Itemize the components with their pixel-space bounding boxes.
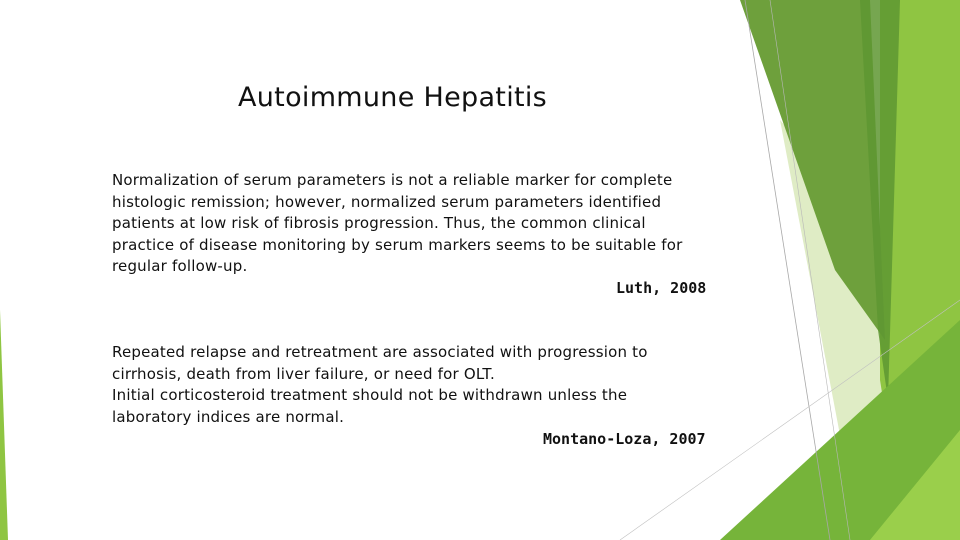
- paragraph-montano: [112, 342, 752, 428]
- text-line: regular follow-up.: [112, 257, 248, 276]
- citation-luth: Luth, 2008: [616, 279, 707, 297]
- text-line: cirrhosis, death from liver failure, or need for OLT.: [112, 364, 495, 383]
- slide-title: Autoimmune Hepatitis: [238, 82, 548, 113]
- facet-left-corner: [0, 310, 8, 540]
- text-line: Normalization of serum parameters is not a reliable marker for complete: [112, 171, 673, 189]
- text-line: histologic remission; however, normalized serum parameters identified: [112, 192, 662, 211]
- text-line: Initial corticosteroid treatment should not be withdrawn unless the: [112, 386, 628, 405]
- text-line: practice of disease monitoring by serum markers seems to be suitable for: [112, 235, 683, 254]
- text-line: laboratory indices are normal.: [112, 407, 345, 426]
- citation-montano: Montano-Loza, 2007: [543, 430, 706, 448]
- text-line: patients at low risk of fibrosis progression. Thus, the common clinical: [112, 214, 646, 233]
- text-line: Repeated relapse and retreatment are associated with progression to: [112, 343, 648, 361]
- paragraph-luth: [112, 170, 752, 278]
